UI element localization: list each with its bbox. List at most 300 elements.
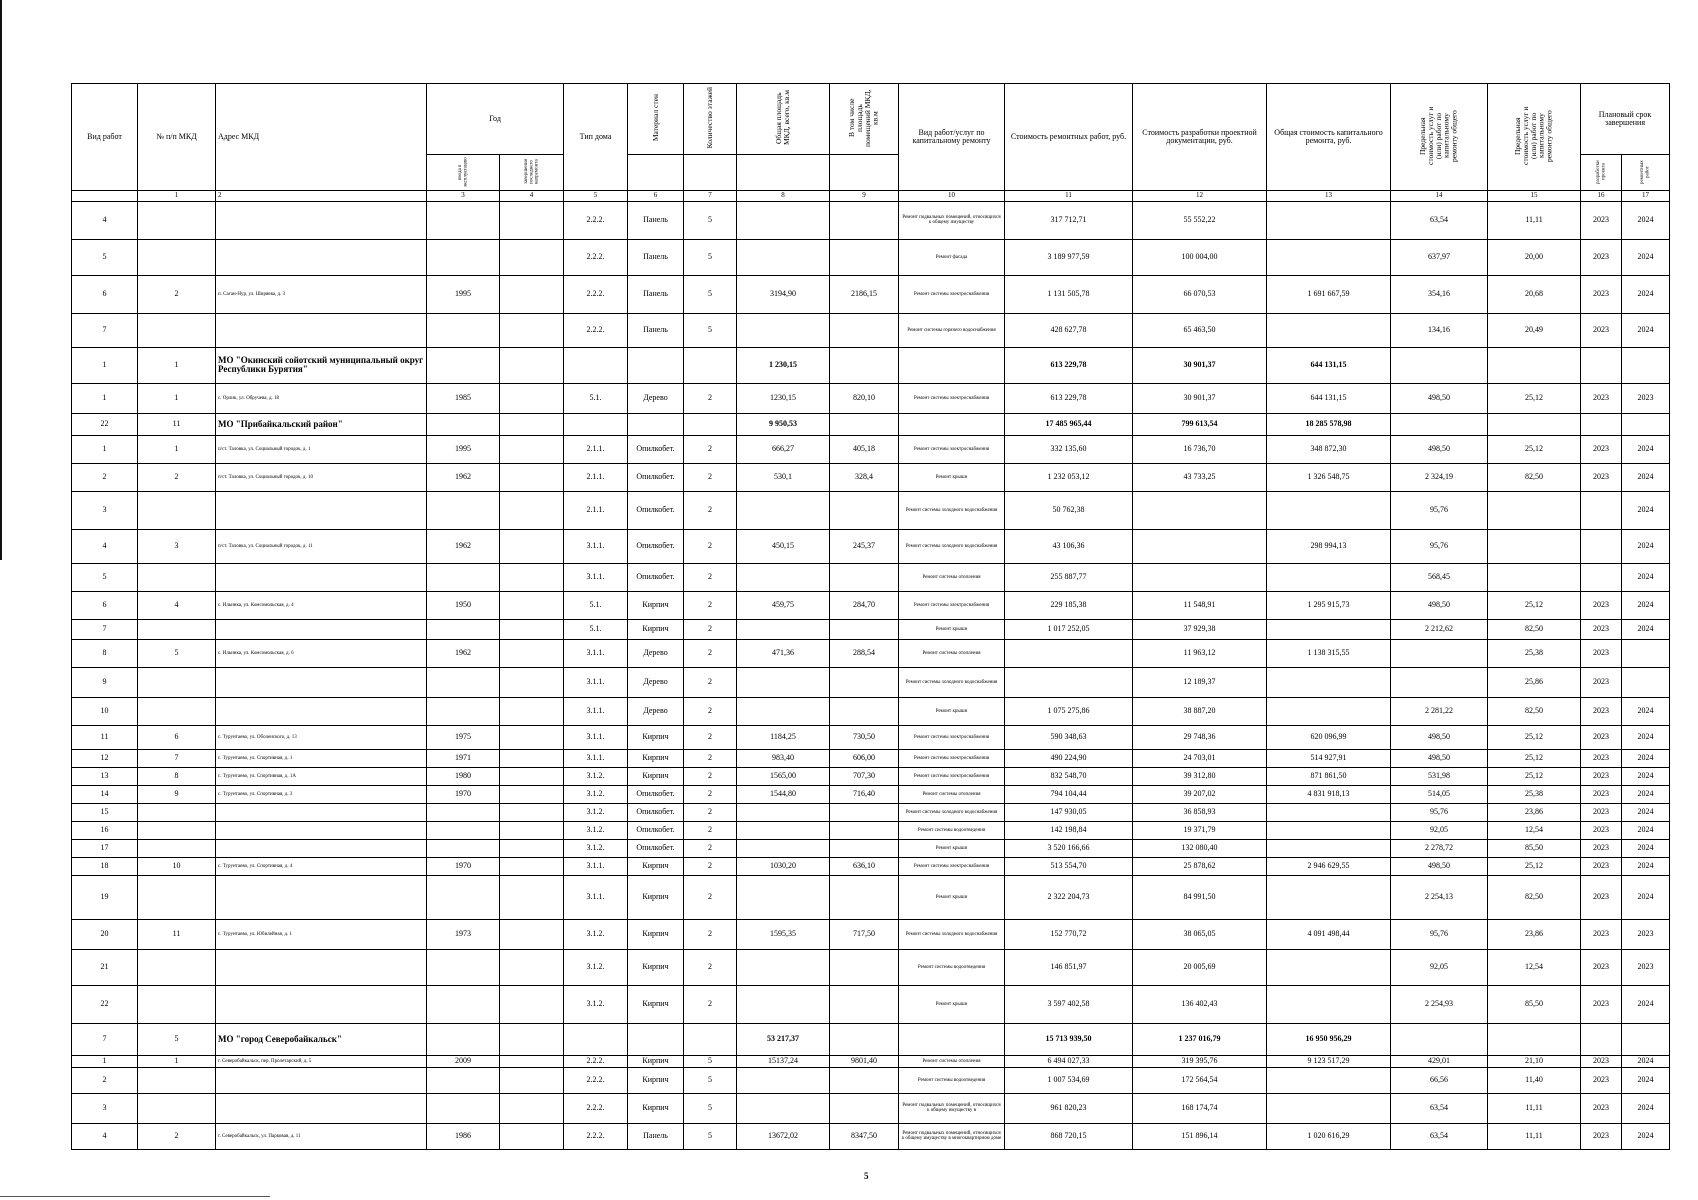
table-cell: [500, 1067, 564, 1093]
table-cell: [500, 1023, 564, 1055]
table-cell: 16 950 956,29: [1267, 1023, 1391, 1055]
table-cell: 3.1.1.: [564, 697, 628, 725]
table-cell: [737, 313, 830, 347]
table-cell: 1230,15: [737, 383, 830, 413]
table-cell: [500, 347, 564, 383]
table-cell: 498,50: [1391, 591, 1488, 619]
table-cell: [138, 697, 216, 725]
table-cell: [1391, 639, 1488, 667]
table-row: [72, 563, 1670, 591]
table-cell: [500, 639, 564, 667]
table-cell: Ремонт системы электроснабжения: [899, 749, 1005, 767]
table-cell: 12 189,37: [1133, 667, 1267, 697]
column-number-cell: 13: [1267, 191, 1391, 201]
column-number-cell: 5: [564, 191, 628, 201]
table-cell: 7: [72, 619, 138, 639]
table-cell: 11,11: [1488, 1093, 1581, 1123]
table-row: [72, 313, 1670, 347]
table-cell: [138, 949, 216, 985]
table-cell: [138, 875, 216, 919]
table-cell: [427, 803, 500, 821]
table-cell: 2: [138, 275, 216, 313]
table-cell: 245,37: [830, 529, 899, 563]
table-row: [72, 383, 1670, 413]
table-cell: 20 005,69: [1133, 949, 1267, 985]
table-cell: [1488, 347, 1581, 383]
table-cell: [737, 803, 830, 821]
table-cell: Опилкобет.: [628, 785, 684, 803]
table-cell: 2 322 204,73: [1005, 875, 1133, 919]
table-cell: 63,54: [1391, 1123, 1488, 1149]
header-wall-material: Материал стен: [628, 84, 684, 155]
table-cell: 25 878,62: [1133, 857, 1267, 875]
table-cell: 5: [684, 201, 737, 239]
table-cell: [830, 1067, 899, 1093]
table-cell: 2024: [1622, 529, 1670, 563]
table-cell: 2023: [1581, 463, 1622, 491]
table-cell: [737, 563, 830, 591]
column-number-cell: 2: [216, 191, 427, 201]
table-cell: 136 402,43: [1133, 985, 1267, 1023]
table-cell: 514,05: [1391, 785, 1488, 803]
table-cell: 22: [72, 985, 138, 1023]
table-cell: Ремонт системы электроснабжения: [899, 591, 1005, 619]
table-cell: 3.1.1.: [564, 749, 628, 767]
table-cell: 11: [72, 725, 138, 749]
table-cell: 284,70: [830, 591, 899, 619]
table-cell: Ремонт системы холодного водоснабжения: [899, 919, 1005, 949]
table-cell: 2023: [1581, 435, 1622, 463]
table-cell: 1973: [427, 919, 500, 949]
table-cell: [500, 275, 564, 313]
table-cell: [1267, 239, 1391, 275]
table-cell: 29 748,36: [1133, 725, 1267, 749]
column-number-cell: 15: [1488, 191, 1581, 201]
table-cell: 2024: [1622, 1093, 1670, 1123]
table-cell: МО "город Северобайкальск": [216, 1023, 427, 1055]
table-cell: 2: [684, 563, 737, 591]
table-cell: 2: [684, 529, 737, 563]
column-number-cell: 17: [1622, 191, 1670, 201]
footer-rule: [0, 1196, 270, 1197]
table-cell: [427, 413, 500, 435]
table-cell: 2: [684, 435, 737, 463]
table-cell: 3.1.2.: [564, 985, 628, 1023]
table-cell: 11,40: [1488, 1067, 1581, 1093]
table-cell: Опилкобет.: [628, 491, 684, 529]
table-cell: 6: [72, 275, 138, 313]
table-cell: [830, 875, 899, 919]
table-cell: 10: [138, 857, 216, 875]
table-cell: 3.1.2.: [564, 767, 628, 785]
table-cell: 2023: [1581, 383, 1622, 413]
table-cell: 85,50: [1488, 839, 1581, 857]
table-cell: Кирпич: [628, 591, 684, 619]
table-cell: 2023: [1581, 949, 1622, 985]
table-row: [72, 697, 1670, 725]
table-cell: 2023: [1581, 1067, 1622, 1093]
table-cell: 666,27: [737, 435, 830, 463]
table-cell: 4: [72, 529, 138, 563]
table-row: [72, 919, 1670, 949]
table-cell: 2: [684, 985, 737, 1023]
table-cell: 12,54: [1488, 821, 1581, 839]
table-cell: 1 232 053,12: [1005, 463, 1133, 491]
table-cell: 871 861,50: [1267, 767, 1391, 785]
table-cell: 3.1.2.: [564, 785, 628, 803]
table-row: [72, 803, 1670, 821]
table-cell: 2023: [1622, 949, 1670, 985]
table-cell: 1: [138, 347, 216, 383]
table-cell: 134,16: [1391, 313, 1488, 347]
table-cell: [737, 985, 830, 1023]
table-cell: 1986: [427, 1123, 500, 1149]
table-cell: 1 020 616,29: [1267, 1123, 1391, 1149]
table-cell: 2024: [1622, 803, 1670, 821]
table-cell: Ремонт системы холодного водоснабжения: [899, 667, 1005, 697]
table-cell: Ремонт крыши: [899, 875, 1005, 919]
table-cell: 6: [138, 725, 216, 749]
table-cell: 3: [72, 1093, 138, 1123]
table-cell: 1962: [427, 639, 500, 667]
column-number-cell: 1: [138, 191, 216, 201]
table-cell: 2024: [1622, 725, 1670, 749]
table-cell: Ремонт системы электроснабжения: [899, 383, 1005, 413]
table-cell: 95,76: [1391, 529, 1488, 563]
table-cell: 1 007 534,69: [1005, 1067, 1133, 1093]
table-row: [72, 275, 1670, 313]
table-cell: Ремонт системы холодного водоснабжения: [899, 491, 1005, 529]
table-cell: [1622, 347, 1670, 383]
table-cell: 8: [72, 639, 138, 667]
table-row: [72, 435, 1670, 463]
table-cell: 4: [72, 201, 138, 239]
table-cell: [684, 413, 737, 435]
table-cell: 1: [72, 383, 138, 413]
table-cell: 1544,80: [737, 785, 830, 803]
table-cell: 2 254,93: [1391, 985, 1488, 1023]
table-cell: [216, 985, 427, 1023]
table-cell: Ремонт системы водоотведения: [899, 821, 1005, 839]
table-cell: [427, 491, 500, 529]
column-number-cell: 8: [737, 191, 830, 201]
table-row: [72, 201, 1670, 239]
table-cell: [1133, 491, 1267, 529]
column-number-cell: 4: [500, 191, 564, 201]
table-cell: 716,40: [830, 785, 899, 803]
table-cell: [427, 201, 500, 239]
table-cell: 13672,02: [737, 1123, 830, 1149]
table-cell: [684, 1023, 737, 1055]
table-cell: [564, 1023, 628, 1055]
table-cell: 12,54: [1488, 949, 1581, 985]
table-cell: 2023: [1581, 725, 1622, 749]
table-cell: [427, 239, 500, 275]
header-sub-empty: [830, 155, 899, 191]
table-row: [72, 857, 1670, 875]
table-cell: [830, 347, 899, 383]
table-cell: [500, 839, 564, 857]
table-cell: [737, 949, 830, 985]
table-cell: 644 131,15: [1267, 383, 1391, 413]
table-cell: [500, 413, 564, 435]
table-cell: 2023: [1581, 749, 1622, 767]
table-cell: Кирпич: [628, 875, 684, 919]
table-cell: 707,30: [830, 767, 899, 785]
table-cell: 2023: [1581, 201, 1622, 239]
header-floors: Количество этажей: [684, 84, 737, 155]
table-cell: с. Турунтаево, ул. Оболенского, д. 13: [216, 725, 427, 749]
table-cell: 53 217,37: [737, 1023, 830, 1055]
table-cell: 498,50: [1391, 383, 1488, 413]
table-cell: [1267, 563, 1391, 591]
table-cell: 2024: [1622, 463, 1670, 491]
table-cell: Опилкобет.: [628, 821, 684, 839]
table-cell: 490 224,90: [1005, 749, 1133, 767]
table-cell: 25,38: [1488, 639, 1581, 667]
table-cell: [216, 803, 427, 821]
table-cell: [1488, 529, 1581, 563]
table-cell: 255 887,77: [1005, 563, 1133, 591]
table-cell: [1267, 803, 1391, 821]
table-cell: 82,50: [1488, 697, 1581, 725]
table-cell: 4: [72, 1123, 138, 1149]
table-cell: 2 946 629,55: [1267, 857, 1391, 875]
table-cell: 20: [72, 919, 138, 949]
table-cell: 637,97: [1391, 239, 1488, 275]
table-cell: 7: [72, 313, 138, 347]
table-cell: 459,75: [737, 591, 830, 619]
table-cell: 1 691 667,59: [1267, 275, 1391, 313]
table-cell: 2: [684, 821, 737, 839]
table-cell: 20,49: [1488, 313, 1581, 347]
table-cell: п/ст. Таловка, ул. Социальный городок, д. 10: [216, 463, 427, 491]
table-cell: 2.1.1.: [564, 435, 628, 463]
table-cell: [500, 785, 564, 803]
table-cell: 2023: [1581, 839, 1622, 857]
table-cell: 2: [684, 857, 737, 875]
table-cell: 2024: [1622, 785, 1670, 803]
table-cell: Ремонт крыши: [899, 839, 1005, 857]
table-cell: [427, 347, 500, 383]
table-cell: 2 254,13: [1391, 875, 1488, 919]
table-cell: [1267, 985, 1391, 1023]
table-cell: [500, 563, 564, 591]
table-cell: 146 851,97: [1005, 949, 1133, 985]
table-cell: [1005, 667, 1133, 697]
table-row: [72, 1055, 1670, 1067]
table-cell: 3.1.1.: [564, 563, 628, 591]
table-cell: 799 613,54: [1133, 413, 1267, 435]
table-cell: [628, 1023, 684, 1055]
table-cell: [830, 619, 899, 639]
table-cell: с. Ильинка, ул. Комсомольская, д. 6: [216, 639, 427, 667]
table-cell: Панель: [628, 239, 684, 275]
table-cell: [830, 313, 899, 347]
table-cell: Кирпич: [628, 949, 684, 985]
table-cell: [1391, 347, 1488, 383]
table-cell: 10: [72, 697, 138, 725]
table-cell: 2023: [1581, 821, 1622, 839]
table-cell: Ремонт системы холодного водоснабжения: [899, 529, 1005, 563]
header-planned-term: Плановый срок завершения: [1581, 84, 1670, 155]
table-cell: [500, 919, 564, 949]
table-cell: [138, 803, 216, 821]
table-cell: [427, 697, 500, 725]
table-cell: [1005, 639, 1133, 667]
table-cell: 1: [72, 347, 138, 383]
table-cell: Ремонт крыши: [899, 697, 1005, 725]
table-cell: 23,86: [1488, 919, 1581, 949]
table-cell: [737, 1093, 830, 1123]
table-row: [72, 639, 1670, 667]
table-cell: с. Турунтаево, ул. Спортивная, д. 4: [216, 857, 427, 875]
table-cell: [500, 1093, 564, 1123]
table-cell: 16 736,70: [1133, 435, 1267, 463]
table-cell: 18: [72, 857, 138, 875]
table-cell: 1565,00: [737, 767, 830, 785]
table-cell: 531,98: [1391, 767, 1488, 785]
header-year-commissioning: ввода в эксплуатацию: [427, 155, 500, 191]
column-number-row: [72, 191, 1670, 201]
table-cell: 1: [72, 435, 138, 463]
table-cell: [500, 239, 564, 275]
table-cell: Кирпич: [628, 985, 684, 1023]
table-cell: 2024: [1622, 1123, 1670, 1149]
table-cell: 4 831 918,13: [1267, 785, 1391, 803]
table-cell: 38 887,20: [1133, 697, 1267, 725]
table-cell: 25,12: [1488, 591, 1581, 619]
table-cell: 1 075 275,86: [1005, 697, 1133, 725]
table-cell: 5: [138, 639, 216, 667]
table-cell: с. Турунтаево, ул. Спортивная, д. 1А: [216, 767, 427, 785]
table-cell: 2024: [1622, 749, 1670, 767]
table-cell: [737, 821, 830, 839]
table-cell: 2023: [1581, 1093, 1622, 1123]
table-cell: [427, 839, 500, 857]
table-cell: [427, 313, 500, 347]
header-total-cost: Общая стоимость капитального ремонта, руб.: [1267, 84, 1391, 191]
table-row: [72, 347, 1670, 383]
table-cell: 5: [72, 239, 138, 275]
table-cell: 2023: [1581, 275, 1622, 313]
table-cell: 20,00: [1488, 239, 1581, 275]
table-cell: 66,56: [1391, 1067, 1488, 1093]
table-cell: 2: [684, 491, 737, 529]
table-row: [72, 875, 1670, 919]
table-cell: [899, 347, 1005, 383]
column-number-cell: 11: [1005, 191, 1133, 201]
table-cell: Ремонт подвальных помещений, относящихся к общему имуществу: [899, 201, 1005, 239]
table-cell: Ремонт системы электроснабжения: [899, 767, 1005, 785]
table-cell: [1581, 1023, 1622, 1055]
table-cell: [427, 1093, 500, 1123]
table-cell: Ремонт системы электроснабжения: [899, 725, 1005, 749]
table-cell: 2.2.2.: [564, 239, 628, 275]
header-work-kind: Вид работ: [72, 84, 138, 191]
table-cell: 95,76: [1391, 919, 1488, 949]
table-cell: 1184,25: [737, 725, 830, 749]
header-term-design: разработки проекта: [1581, 155, 1622, 191]
table-cell: 25,12: [1488, 383, 1581, 413]
table-cell: 332 135,60: [1005, 435, 1133, 463]
table-cell: 354,16: [1391, 275, 1488, 313]
table-cell: [427, 985, 500, 1023]
table-cell: 2023: [1581, 667, 1622, 697]
table-cell: 1950: [427, 591, 500, 619]
table-cell: Кирпич: [628, 749, 684, 767]
column-number-cell: 12: [1133, 191, 1267, 201]
table-cell: 12: [72, 749, 138, 767]
table-cell: 7: [138, 749, 216, 767]
table-cell: [500, 491, 564, 529]
table-cell: 8347,50: [830, 1123, 899, 1149]
table-cell: 730,50: [830, 725, 899, 749]
table-cell: Ремонт системы горячего водоснабжения: [899, 313, 1005, 347]
table-cell: Кирпич: [628, 725, 684, 749]
table-cell: [500, 435, 564, 463]
table-cell: [1488, 563, 1581, 591]
table-cell: [830, 239, 899, 275]
table-cell: 2024: [1622, 821, 1670, 839]
table-cell: 298 994,13: [1267, 529, 1391, 563]
table-cell: 92,05: [1391, 821, 1488, 839]
table-cell: 17 485 965,44: [1005, 413, 1133, 435]
table-cell: Ремонт системы холодного водоснабжения: [899, 803, 1005, 821]
table-cell: [1581, 563, 1622, 591]
table-cell: 19 371,79: [1133, 821, 1267, 839]
table-cell: [737, 239, 830, 275]
table-cell: с. Орлик, ул. Обручева, д. 18: [216, 383, 427, 413]
table-cell: [1267, 1093, 1391, 1123]
page-number: 5: [864, 1171, 869, 1181]
table-cell: Панель: [628, 275, 684, 313]
table-cell: 2.2.2.: [564, 1123, 628, 1149]
table-cell: [216, 1067, 427, 1093]
table-cell: Ремонт системы электроснабжения: [899, 857, 1005, 875]
table-cell: 30 901,37: [1133, 347, 1267, 383]
table-cell: Панель: [628, 201, 684, 239]
table-cell: 39 207,02: [1133, 785, 1267, 803]
table-cell: [216, 619, 427, 639]
table-cell: [500, 767, 564, 785]
table-cell: 2024: [1622, 563, 1670, 591]
table-cell: с. Турунтаево, ул. Спортивная, д. 1: [216, 749, 427, 767]
table-cell: 450,15: [737, 529, 830, 563]
table-cell: 620 096,99: [1267, 725, 1391, 749]
table-cell: 100 004,00: [1133, 239, 1267, 275]
table-cell: [1267, 697, 1391, 725]
table-cell: Ремонт системы водоотведения: [899, 1067, 1005, 1093]
table-cell: [216, 949, 427, 985]
table-cell: 606,00: [830, 749, 899, 767]
column-number-cell: 10: [899, 191, 1005, 201]
table-cell: [500, 949, 564, 985]
table-row: [72, 1067, 1670, 1093]
table-cell: 717,50: [830, 919, 899, 949]
table-cell: 1995: [427, 275, 500, 313]
table-cell: 82,50: [1488, 463, 1581, 491]
table-cell: 498,50: [1391, 857, 1488, 875]
table-cell: 5: [72, 563, 138, 591]
table-row: [72, 491, 1670, 529]
table-cell: [138, 491, 216, 529]
table-cell: 82,50: [1488, 619, 1581, 639]
table-cell: Кирпич: [628, 857, 684, 875]
table-cell: 428 627,78: [1005, 313, 1133, 347]
table-cell: 1985: [427, 383, 500, 413]
table-cell: 25,12: [1488, 767, 1581, 785]
